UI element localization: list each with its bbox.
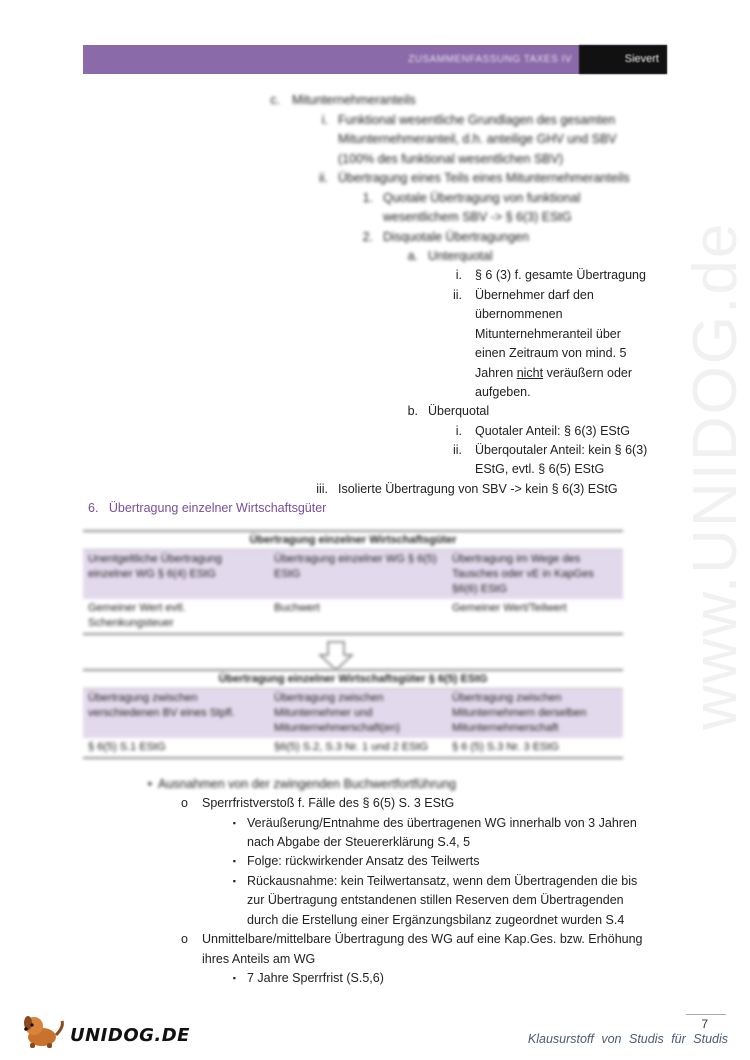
table-cell: Übertragung zwischen Mitunternehmern derselben Mitunternehmerschaft xyxy=(452,692,587,734)
table-row xyxy=(83,550,623,599)
dog-logo-icon xyxy=(20,1013,68,1049)
table-cell: Übertragung zwischen verschiedenen BV eines Stpfl. xyxy=(88,692,235,719)
outline-line xyxy=(475,364,632,384)
bullet-line: Rückausnahme: kein Teilwertansatz, wenn dem Übertragenden die bis xyxy=(247,874,638,888)
bullet-marker: • xyxy=(147,777,152,791)
table-cell: § 6(5) S.1 EStG xyxy=(88,741,166,753)
outline-line: aufgeben. xyxy=(475,385,531,399)
watermark xyxy=(668,221,750,730)
outline-line: Quotaler Anteil: § 6(3) EStG xyxy=(475,424,630,438)
table-cell: Buchwert xyxy=(274,602,320,614)
bullet-line: durch die Erstellung einer Ergänzungsbilanz zugeordnet wurden S.4 xyxy=(247,913,625,927)
outline-line: Mitunternehmeranteil, d.h. anteilige GHV und SBV xyxy=(338,132,617,146)
outline-marker: i. xyxy=(455,424,462,438)
bullet-line: Sperrfristverstoß f. Fälle des § 6(5) S. 3 EStG xyxy=(202,796,455,810)
outline-line: Quotale Übertragung von funktional xyxy=(383,191,581,205)
outline-line: Mitunternehmeranteils xyxy=(292,93,416,107)
outline-marker: ii. xyxy=(452,288,462,302)
bullet-line: Unmittelbare/mittelbare Übertragung des WG auf eine Kap.Ges. bzw. Erhöhung xyxy=(202,932,643,946)
bullet-line: zur Übertragung entstandenen stillen Reserven dem Übertragenden xyxy=(247,893,624,907)
text-span: Jahren xyxy=(475,366,517,380)
outline-line: Übertragung eines Teils eines Mitunternehmeranteils xyxy=(338,171,630,185)
section-heading xyxy=(88,499,326,519)
outline-line: Disquotale Übertragungen xyxy=(383,230,529,244)
footer-logo xyxy=(20,1013,190,1049)
section-number: 6. xyxy=(88,501,99,515)
outline-line: (100% des funktional wesentlichen SBV) xyxy=(338,152,564,166)
table-row xyxy=(83,738,623,759)
outline-line: Isolierte Übertragung von SBV -> kein § 6(3) EStG xyxy=(338,482,618,496)
table-title: Übertragung einzelner Wirtschaftsgüter xyxy=(83,530,623,550)
watermark-text: www.UNIDOG.de xyxy=(681,221,750,730)
header-title: ZUSAMMENFASSUNG TAXES IV xyxy=(408,54,572,65)
outline-marker: 2. xyxy=(362,230,373,244)
bullet-line: Ausnahmen von der zwingenden Buchwertfortführung xyxy=(158,777,457,791)
outline-marker: ii. xyxy=(452,443,462,457)
table-cell: Gemeiner Wert evtl. Schenkungsteuer xyxy=(88,602,186,629)
bullet-line: 7 Jahre Sperrfrist (S.5,6) xyxy=(247,971,384,985)
outline-line: übernommenen xyxy=(475,307,563,321)
outline-line: § 6 (3) f. gesamte Übertragung xyxy=(475,268,646,282)
outline-line: einen Zeitraum von mind. 5 xyxy=(475,346,627,360)
bullet-marker: ▪ xyxy=(232,818,236,828)
table-cell: Übertragung zwischen Mitunternehmer und Mitunternehmerschaft(en) xyxy=(274,692,400,734)
outline-line: EStG, evtl. § 6(5) EStG xyxy=(475,462,605,476)
outline-line: Überqoutaler Anteil: kein § 6(3) xyxy=(475,443,648,457)
outline-marker: iii. xyxy=(316,482,328,496)
outline-line: Unterquotal xyxy=(428,249,493,263)
bullet-marker: o xyxy=(181,932,188,946)
outline-marker: i. xyxy=(321,113,328,127)
footer-tagline: Klausurstoff von Studis für Studis xyxy=(527,1032,728,1046)
bullet-line: ihres Anteils am WG xyxy=(202,952,316,966)
outline-marker: ii. xyxy=(318,171,328,185)
bullet-marker: o xyxy=(181,796,188,810)
outline-line: Übernehmer darf den xyxy=(475,288,594,302)
table-cell: Unentgeltliche Übertragung einzelner WG § 6(4) EStG xyxy=(88,553,222,580)
outline-line: wesentlichem SBV -> § 6(3) EStG xyxy=(383,210,572,224)
table-cell: Übertragung einzelner WG § 6(5) EStG xyxy=(274,553,437,580)
bullet-marker: ▪ xyxy=(232,973,236,983)
header-author: Sievert xyxy=(579,45,667,74)
table-transfer-overview xyxy=(83,530,623,635)
table-row xyxy=(83,689,623,738)
underlined-word: nicht xyxy=(516,366,544,380)
header-bar xyxy=(83,45,667,74)
page-number: 7 xyxy=(701,1017,708,1031)
bullet-marker: ▪ xyxy=(232,876,236,886)
section-title: Übertragung einzelner Wirtschaftsgüter xyxy=(108,501,327,515)
bullet-line: Veräußerung/Entnahme des übertragenen WG innerhalb von 3 Jahren xyxy=(247,816,637,830)
logo-text: UNIDOG.DE xyxy=(70,1025,190,1046)
bullet-line: nach Abgabe der Steuererklärung S.4, 5 xyxy=(247,835,471,849)
text-span: veräußern oder xyxy=(543,366,633,380)
table-cell: §6(5) S.2, S.3 Nr. 1 und 2 EStG xyxy=(274,741,429,753)
outline-marker: 1. xyxy=(362,191,373,205)
table-cell: Übertragung im Wege des Tausches oder vE in KapGes §6(6) EStG xyxy=(452,553,594,595)
outline-line: Mitunternehmeranteil über xyxy=(475,327,621,341)
outline-marker: i. xyxy=(455,268,462,282)
page-rule xyxy=(686,1014,726,1015)
table-cell: § 6 (5) S.3 Nr. 3 EStG xyxy=(452,741,559,753)
outline-marker: c. xyxy=(270,93,280,107)
down-arrow-icon xyxy=(318,641,354,671)
table-transfer-6-5 xyxy=(83,669,623,759)
outline-marker: b. xyxy=(407,404,418,418)
outline-marker: a. xyxy=(407,249,418,263)
bullet-marker: ▪ xyxy=(232,856,236,866)
table-cell: Gemeiner Wert/Teilwert xyxy=(452,602,567,614)
outline-line: Überquotal xyxy=(428,404,490,418)
table-title: Übertragung einzelner Wirtschaftsgüter § 6(5) EStG xyxy=(83,669,623,689)
outline-line: Funktional wesentliche Grundlagen des gesamten xyxy=(338,113,616,127)
table-row xyxy=(83,599,623,635)
bullet-line: Folge: rückwirkender Ansatz des Teilwerts xyxy=(247,854,480,868)
